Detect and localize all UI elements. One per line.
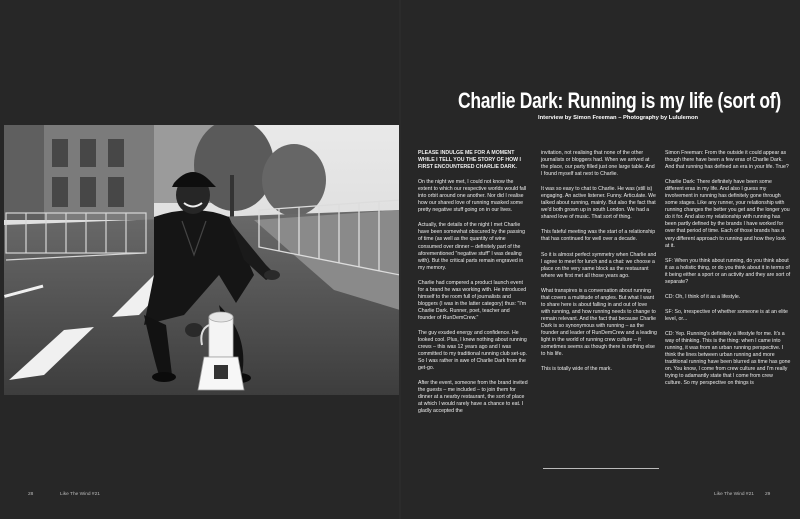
paragraph: Simon Freeman: From the outside it could appear as though there have been a few eras of Charlie Dark. And that running has defined an era in your life. True? — [665, 150, 789, 171]
right-page-number: 29 — [765, 492, 771, 497]
paragraph: invitation, not realising that none of the other journalists or bloggers had. When we arrived at the place, our party filled just one large table. And I found myself sat next to Charlie. — [541, 150, 655, 178]
article-photo — [4, 125, 400, 395]
paragraph: The guy exuded energy and confidence. He looked cool. Plus, I knew nothing about running crews – this was 12 years ago and I was committed to my traditional running club set-up. So I was rather in awe of Charlie Dark from the get-go. — [418, 329, 527, 372]
right-magazine-name: Like The Wind #21 — [714, 492, 754, 497]
paragraph: What transpires is a conversation about running that covers a multitude of angles. But what I want to share here is about falling in and out of love with running, and how running needs to change to remain relevant. And the fact that because Charlie Dark is so synonymous with running – as the founder and leader of RunDemCrew and a leading light in the world of running crew culture – it sometimes seems as though there is nothing else to his life. — [541, 287, 657, 358]
article-title: Charlie Dark: Running is my life (sort of) — [458, 88, 781, 113]
text-column-3 — [665, 150, 791, 395]
paragraph: This fateful meeting was the start of a relationship that has continued for well over a decade. — [541, 229, 656, 243]
text-column-2 — [541, 150, 657, 381]
paragraph: On the night we met, I could not know the extent to which our respective worlds would fall into orbit around one another. Nor did I realise how our shared love of running masked some pretty negative stuff going on in our lives. — [418, 179, 527, 214]
paragraph: Charlie Dark: There definitely have been some different eras in my life. And also I guess my involvement in running has definitely gone through some stages. Like any runner, your relationship with running changes the better you get and the longer you do it for. And also my relationship with running has been partly defined by the brands I have worked for over that period of time. Each of those brands has a very different approach to running and how they look at it. — [665, 179, 790, 249]
paragraph: It was so easy to chat to Charlie. He was (still is) engaging. An active listener. Funny. Articulate. We talked about running, mainly. But also the fact that we'd both grown up in south London. We had a shared love of music. That sort of thing. — [541, 186, 656, 221]
photo-illustration — [4, 125, 400, 395]
paragraph: This is totally wide of the mark. — [541, 366, 612, 373]
paragraph: SF: When you think about running, do you think about it as a holistic thing, or do you think about it in terms of it being either a sport or an activity and they are sort of separate? — [665, 257, 791, 285]
page-gutter — [399, 0, 401, 519]
column-rule — [543, 468, 659, 469]
text-column-1 — [418, 150, 528, 424]
paragraph: So it is almost perfect symmetry when Charlie and I agree to meet for lunch and a chat: we choose a place on the very same block as the restaurant where we first met all those years ago. — [541, 251, 657, 279]
paragraph: After the event, someone from the brand invited the guests – me included – to join them for dinner at a nearby restaurant, the sort of place at which I would rarely have a chance to eat. I gladly accepted the — [418, 380, 528, 415]
paragraph: CD: Oh, I think of it as a lifestyle. — [665, 293, 741, 300]
paragraph: Actually, the details of the night I met Charlie have been somewhat obscured by the passing of time (as well as the quantity of wine consumed over dinner – definitely part of the aforementioned "negative stuff" I was dealing with). But the critical parts remain engraved in my memory. — [418, 222, 525, 271]
left-page-number: 28 — [28, 492, 34, 497]
paragraph: SF: So, irrespective of whether someone is at an elite level, or... — [665, 308, 788, 322]
article-byline: Interview by Simon Freeman – Photography by Lululemon — [538, 115, 699, 121]
left-magazine-name: Like The Wind #21 — [60, 492, 100, 497]
paragraph: CD: Yep. Running's definitely a lifestyle for me. It's a way of thinking. This is the thing: when I came into running, it was from an urban running perspective. I think the lines between urban running and more traditional running have been blurred as time has gone on. You know, I come from crew culture and I'm really trying to adamantly state that I come from crew culture. So my perspective on things is — [665, 330, 791, 387]
paragraph: Charlie had compered a product launch event for a brand he was working with. He introduced himself to the room full of journalists and bloggers (I was in the latter category) thus: "I'm Charlie Dark. Runner, poet, teacher and founder of RunDemCrew." — [418, 279, 527, 321]
paragraph: PLEASE INDULGE ME FOR A MOMENT WHILE I TELL YOU THE STORY OF HOW I FIRST ENCOUNTERED CHARLIE DARK. — [418, 150, 521, 171]
